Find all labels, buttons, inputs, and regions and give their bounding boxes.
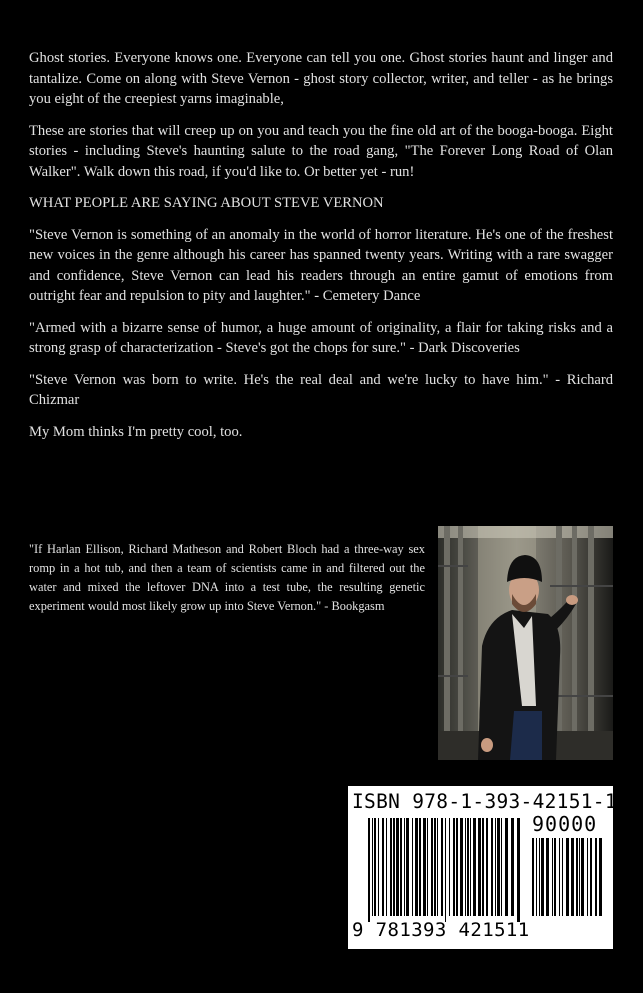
blurb-paragraph-stories: These are stories that will creep up on you and teach you the fine old art of the booga-booga. Eight stories - including Steve's haunting salute to the road gang, "The Forever Long Road of Olan Walker". Walk down this road, if you'd like to. Or better yet - run! (29, 122, 613, 180)
review-dark-discoveries: "Armed with a bizarre sense of humor, a huge amount of originality, a flair for taking risks and a strong grasp of characterization - Steve's got the chops for sure." - Dark Discoveries (29, 319, 613, 356)
isbn-label: ISBN 978-1-393-42151-1 (352, 790, 617, 813)
closing-line: My Mom thinks I'm pretty cool, too. (29, 423, 243, 440)
barcode-bars-main (368, 818, 520, 927)
barcode-digits: 9 781393 421511 (352, 919, 530, 941)
isbn-barcode (348, 786, 617, 949)
blurb-paragraph-intro: Ghost stories. Everyone knows one. Everyone can tell you one. Ghost stories haunt and linger and tantalize. Come on along with Steve Vernon - ghost story collector, writer, and teller - as he brings you eight of the creepiest yarns imaginable, (29, 50, 613, 107)
reviews-heading: WHAT PEOPLE ARE SAYING ABOUT STEVE VERNON (29, 195, 384, 211)
review-cemetery-dance: "Steve Vernon is something of an anomaly in the world of horror literature. He's one of the freshest new voices in the genre although his career has spanned twenty years. Writing with a rare swagger and confidence, Steve Vernon can lead his readers through an entire gamut of emotions from outright fear and repulsion to pity and laughter." - Cemetery Dance (29, 226, 613, 304)
review-bookgasm: "If Harlan Ellison, Richard Matheson and Robert Bloch had a three-way sex romp in a hot tub, and then a team of scientists came in and filtered out the water and mixed the leftover DNA into a test tube, the resulting genetic experiment would most likely grow up into Steve Vernon." - Bookgasm (29, 542, 425, 613)
barcode-bars-addon (532, 838, 606, 921)
back-cover-blurb (29, 48, 613, 453)
price-code: 90000 (532, 812, 598, 836)
review-richard-chizmar: "Steve Vernon was born to write. He's the real deal and we're lucky to have him." - Richard Chizmar (29, 371, 613, 408)
author-photo (438, 526, 613, 760)
